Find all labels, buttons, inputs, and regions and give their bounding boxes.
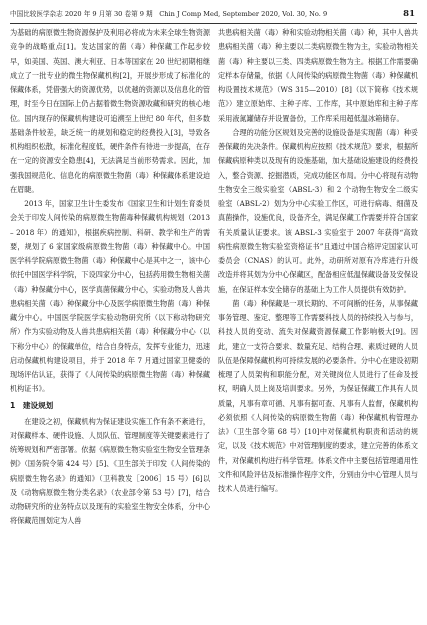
running-header <box>10 6 417 22</box>
paragraph: 2013 年，国家卫生计生委发布《国家卫生和计划生育委员会关于印发人间传染的病原微生物菌毒种保藏机构规划（2013 – 2018 年）的通知》，根据疾病控制、科研、教学和生产的需要，规划了 6 家国家级病原微生物菌（毒）种保藏中心。中国医学科学院病原微生物菌（毒）种保藏中心是其中之一，该中心依托中国医学科学院，下设四家分中心，包括药用微生物相关菌（毒）种保藏分中心，医学真菌保藏分中心，实验动物及人兽共患病相关菌（毒）种保藏分中心及医学病原微生物菌（毒）种保藏分中心。中国医学院医学实验动物研究所（以下称动物研究所）作为实验动物及人兽共患病相关菌（毒）种保藏分中心（以下称分中心）的保藏单位，结合自身特点，发挥专业能力，迅速启动保藏机构建设项目，并于 2018 年 7 月通过国家卫健委的现场评估认证，获得了《人间传染的病原微生物菌（毒）种保藏机构证书》。 <box>10 199 210 394</box>
paragraph: 共患病相关菌（毒）种和实验动物相关菌（毒）种，其中人兽共患病相关菌（毒）种主要以二类病原微生物为主，实验动物相关菌（毒）种主要以三类、四类病原微生物为主。根据工作需要确定样本存储量，依据《人间传染的病原微生物菌（毒）种保藏机构设置技术规范》（WS 315—2010）[8]（以下简称《技术规范》）建立原始库、主种子库、工作库，其中原始库和主种子库采用液氮罐储存并设置备份，工作库采用超低温冰箱储存。 <box>218 28 418 123</box>
section-heading: 1 建设规划 <box>10 400 54 410</box>
paragraph: 在建设之初，保藏机构为保证建设实施工作有条不紊进行，对保藏样本、硬件设施、人员队伍、管理制度等关键要素进行了统筹规划和严密部署。依据《病原微生物实验室生物安全管理条例》（国务院令第 424 号）[5]、《卫生部关于印发《人间传染的病原微生物名录》的通知》（卫科教发［2006］15 号）[6]以及《动物病原微生物分类名录》（农业部令第 53 号）[7]，结合动物研究所的业务特点以及现有的实验室生物安全体系，分中心将保藏范围划定为人兽 <box>10 416 210 526</box>
paragraph: 为基础的病原微生物资源保护及利用必将成为未来全球生物资源竞争的战略重点[1]。发达国家的菌（毒）种保藏工作起步较早，如美国、英国、澳大利亚、日本等国家在 20 世纪初期相继成立了一批专业的微生物保藏机构[2]，开展步形成了标准化的保藏体系，凭借强大的资源优势，以优越的资源以及信息化的管理，时至今日在国际上仍占据着微生物资源收藏和研究的核心地位。国内现存的保藏机构建设可追溯至上世纪 80 年代，但多数基础条件较差，缺乏统一的规划和稳定的经费投入[3]，导致各机构组织松散，标准化程度低，硬件条件有待进一步提高，在存在一定的资源安全隐患[4]，无法满足当前形势需求。因此，加强我国规范化、信息化的病原微生物菌（毒）种保藏体系建设迫在眉睫。 <box>10 28 210 194</box>
paragraph: 合理的功能分区规划及完善的设施设备是实现菌（毒）种妥善保藏的先决条件。保藏机构应按照《技术规范》要求，根据所保藏病原种类以及现有的设施基础，加大基础设施建设的经费投入，整合资源、挖掘潜质，完成功能区布局。分中心将现有动物生物安全三级实验室（ABSL-3）和 2 个动物生物安全二级实验室（ABSL-2）划为分中心实验工作区，可进行病毒、细菌及真菌操作，设施优良，设备齐全，满足保藏工作需要并符合国家有关质量认证要求。该 ABSL-3 实验室于 2007 年获得“高致病性病原微生物实验室资格证书”且通过中国合格评定国家认可委员会（CNAS）的认可。此外，动研所对原有冷库进行升级改造并将其划为分中心保藏区，配备相应低温保藏设备及安保设施，在保证样本安全储存的基础上为工作人员提供有效防护。 <box>218 127 418 294</box>
journal-citation: 中国比较医学杂志 2020 年 9 月第 30 卷第 9 期 Chin J Comp Med, September 2020, Vol. 30, No. 9 <box>10 10 328 18</box>
page-number: 81 <box>403 9 415 19</box>
right-column <box>218 26 418 622</box>
paragraph: 菌（毒）种保藏是一项长期的、不可间断的任务，从事保藏事务管理、鉴定、整理等工作需要科技人员的持续投入与参与，科技人员的变动、流失对保藏资源保藏工作影响极大[9]。因此，建立一支符合要求、数量充足、结构合理、素质过硬的人员队伍是保障保藏机构可持续发展的必要条件。分中心在建设初期梳理了人员架构和职能分配，对关键岗位人员进行了任命及授权，明确人员上岗及培训要求。另外，为保证保藏工作具有人员质量，凡事有章可循、凡事有据可查、凡事有人监督，保藏机构必须依照《人间传染的病原微生物菌（毒）种保藏机构管理办法》（卫生部令第 68 号）[10]中对保藏机构职责和活动的规定，以及《技术规范》中对管理制度的要求，建立完善的体系文件，对保藏机构进行科学管理。体系文件中主要包括管理通用性文件和风险评估及标准操作程序文件，分别由分中心管理人员与技术人员进行编写。 <box>218 298 418 493</box>
header-rule <box>10 23 417 24</box>
left-column <box>10 26 210 622</box>
